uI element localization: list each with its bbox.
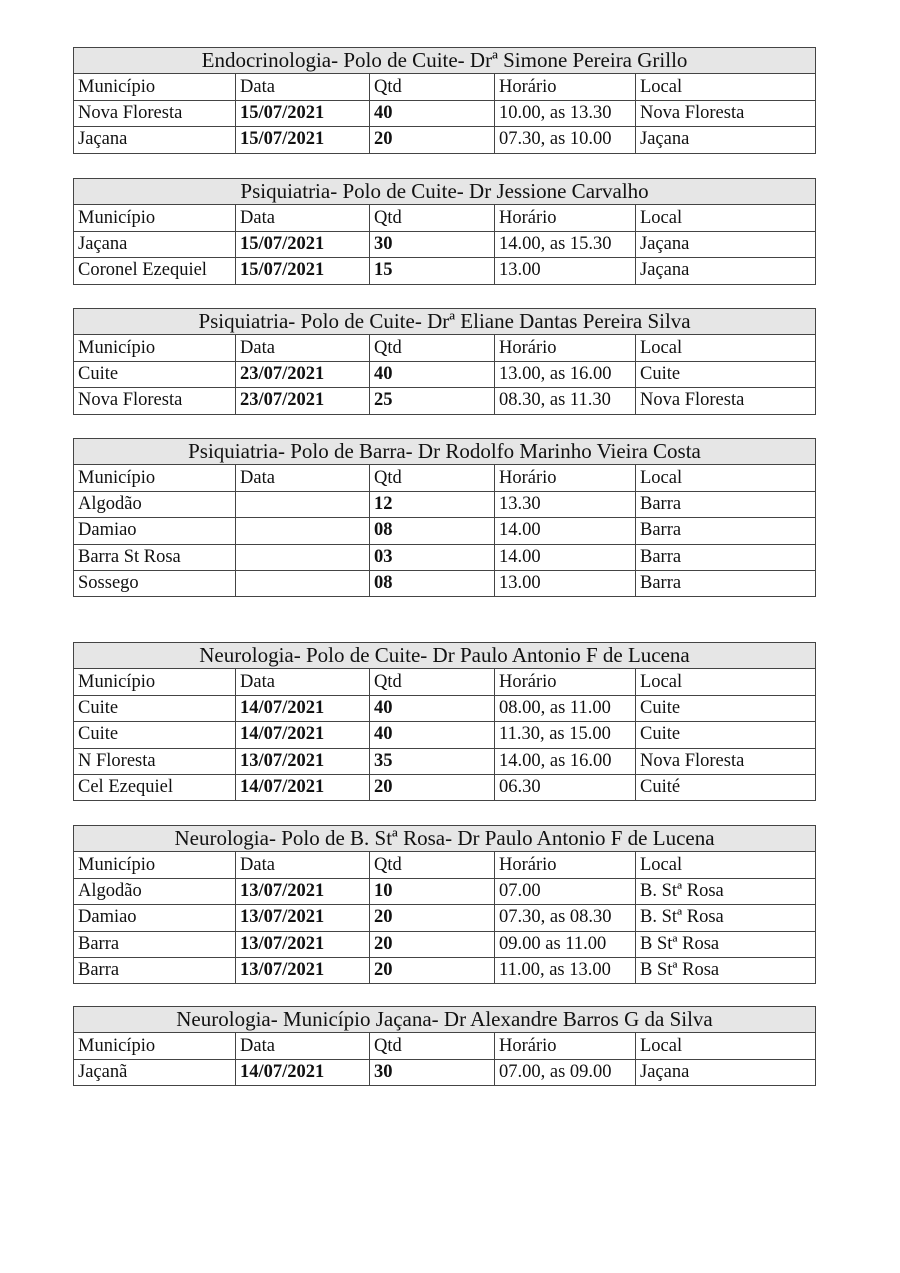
table-row — [74, 544, 816, 570]
column-header-local: Local — [636, 669, 816, 695]
column-header-horario: Horário — [495, 205, 636, 231]
schedule-table — [73, 308, 816, 415]
cell-horario: 14.00 — [495, 518, 636, 544]
table-title-row — [74, 309, 816, 335]
table-row — [74, 695, 816, 721]
cell-horario: 14.00, as 15.30 — [495, 231, 636, 257]
header-row — [74, 205, 816, 231]
schedule-table — [73, 825, 816, 984]
column-header-local: Local — [636, 74, 816, 100]
cell-data: 15/07/2021 — [236, 100, 370, 126]
table-row — [74, 361, 816, 387]
cell-data: 13/07/2021 — [236, 957, 370, 983]
cell-qtd: 25 — [370, 388, 495, 414]
column-header-qtd: Qtd — [370, 669, 495, 695]
column-header-horario: Horário — [495, 669, 636, 695]
cell-municipio: Jaçana — [74, 231, 236, 257]
table-title-row — [74, 179, 816, 205]
cell-data — [236, 518, 370, 544]
column-header-local: Local — [636, 465, 816, 491]
table-title-row — [74, 643, 816, 669]
schedule-table — [73, 47, 816, 154]
cell-local: Cuite — [636, 722, 816, 748]
cell-horario: 11.30, as 15.00 — [495, 722, 636, 748]
cell-municipio: Damiao — [74, 905, 236, 931]
table-row — [74, 957, 816, 983]
cell-data: 13/07/2021 — [236, 931, 370, 957]
column-header-qtd: Qtd — [370, 335, 495, 361]
column-header-data: Data — [236, 669, 370, 695]
column-header-data: Data — [236, 465, 370, 491]
table-title-row — [74, 439, 816, 465]
cell-qtd: 40 — [370, 100, 495, 126]
cell-data: 13/07/2021 — [236, 748, 370, 774]
cell-qtd: 03 — [370, 544, 495, 570]
table-title: Neurologia- Polo de Cuite- Dr Paulo Antonio F de Lucena — [74, 643, 816, 669]
cell-horario: 14.00 — [495, 544, 636, 570]
cell-municipio: Cuite — [74, 722, 236, 748]
cell-horario: 10.00, as 13.30 — [495, 100, 636, 126]
cell-data: 14/07/2021 — [236, 1059, 370, 1085]
cell-local: B. Stª Rosa — [636, 905, 816, 931]
column-header-data: Data — [236, 205, 370, 231]
schedule-table — [73, 178, 816, 285]
cell-qtd: 12 — [370, 491, 495, 517]
cell-local: Nova Floresta — [636, 748, 816, 774]
cell-qtd: 15 — [370, 258, 495, 284]
cell-local: Barra — [636, 544, 816, 570]
column-header-municipio: Município — [74, 1033, 236, 1059]
column-header-local: Local — [636, 1033, 816, 1059]
cell-qtd: 35 — [370, 748, 495, 774]
cell-municipio: Barra — [74, 931, 236, 957]
cell-horario: 13.00, as 16.00 — [495, 361, 636, 387]
cell-horario: 11.00, as 13.00 — [495, 957, 636, 983]
cell-municipio: Damiao — [74, 518, 236, 544]
table-title: Neurologia- Município Jaçana- Dr Alexandre Barros G da Silva — [74, 1007, 816, 1033]
column-header-local: Local — [636, 852, 816, 878]
cell-data: 23/07/2021 — [236, 361, 370, 387]
cell-horario: 07.00 — [495, 878, 636, 904]
column-header-municipio: Município — [74, 335, 236, 361]
cell-municipio: Jaçanã — [74, 1059, 236, 1085]
cell-qtd: 40 — [370, 361, 495, 387]
column-header-data: Data — [236, 1033, 370, 1059]
column-header-municipio: Município — [74, 74, 236, 100]
header-row — [74, 335, 816, 361]
table-row — [74, 258, 816, 284]
cell-local: Nova Floresta — [636, 388, 816, 414]
table-row — [74, 388, 816, 414]
table-row — [74, 491, 816, 517]
column-header-data: Data — [236, 335, 370, 361]
cell-local: Cuité — [636, 774, 816, 800]
column-header-local: Local — [636, 205, 816, 231]
table-row — [74, 931, 816, 957]
column-header-municipio: Município — [74, 205, 236, 231]
column-header-qtd: Qtd — [370, 205, 495, 231]
table-row — [74, 127, 816, 153]
header-row — [74, 465, 816, 491]
cell-qtd: 20 — [370, 931, 495, 957]
cell-local: Cuite — [636, 695, 816, 721]
table-row — [74, 774, 816, 800]
cell-municipio: Cuite — [74, 695, 236, 721]
cell-local: Barra — [636, 491, 816, 517]
cell-municipio: Barra St Rosa — [74, 544, 236, 570]
cell-qtd: 20 — [370, 905, 495, 931]
cell-qtd: 20 — [370, 774, 495, 800]
cell-data: 23/07/2021 — [236, 388, 370, 414]
table-row — [74, 748, 816, 774]
cell-local: Cuite — [636, 361, 816, 387]
cell-qtd: 20 — [370, 127, 495, 153]
cell-qtd: 20 — [370, 957, 495, 983]
cell-horario: 08.30, as 11.30 — [495, 388, 636, 414]
cell-local: Nova Floresta — [636, 100, 816, 126]
cell-municipio: Nova Floresta — [74, 100, 236, 126]
cell-horario: 07.30, as 08.30 — [495, 905, 636, 931]
column-header-qtd: Qtd — [370, 852, 495, 878]
column-header-horario: Horário — [495, 335, 636, 361]
column-header-data: Data — [236, 852, 370, 878]
cell-data: 14/07/2021 — [236, 774, 370, 800]
table-row — [74, 905, 816, 931]
cell-municipio: Cel Ezequiel — [74, 774, 236, 800]
cell-local: Jaçana — [636, 127, 816, 153]
table-title: Psiquiatria- Polo de Cuite- Dr Jessione Carvalho — [74, 179, 816, 205]
cell-data: 14/07/2021 — [236, 695, 370, 721]
cell-horario: 13.00 — [495, 570, 636, 596]
cell-qtd: 30 — [370, 1059, 495, 1085]
table-title-row — [74, 826, 816, 852]
header-row — [74, 74, 816, 100]
cell-qtd: 08 — [370, 570, 495, 596]
column-header-municipio: Município — [74, 669, 236, 695]
column-header-horario: Horário — [495, 74, 636, 100]
schedule-table — [73, 1006, 816, 1086]
cell-local: B. Stª Rosa — [636, 878, 816, 904]
cell-data: 14/07/2021 — [236, 722, 370, 748]
column-header-qtd: Qtd — [370, 1033, 495, 1059]
table-row — [74, 518, 816, 544]
cell-horario: 06.30 — [495, 774, 636, 800]
table-title-row — [74, 48, 816, 74]
cell-local: Barra — [636, 570, 816, 596]
column-header-local: Local — [636, 335, 816, 361]
header-row — [74, 669, 816, 695]
schedule-table — [73, 438, 816, 597]
column-header-qtd: Qtd — [370, 74, 495, 100]
header-row — [74, 1033, 816, 1059]
cell-municipio: Cuite — [74, 361, 236, 387]
cell-horario: 14.00, as 16.00 — [495, 748, 636, 774]
table-row — [74, 570, 816, 596]
table-title: Psiquiatria- Polo de Barra- Dr Rodolfo Marinho Vieira Costa — [74, 439, 816, 465]
cell-data: 13/07/2021 — [236, 905, 370, 931]
cell-municipio: Jaçana — [74, 127, 236, 153]
column-header-qtd: Qtd — [370, 465, 495, 491]
cell-horario: 13.30 — [495, 491, 636, 517]
cell-horario: 08.00, as 11.00 — [495, 695, 636, 721]
cell-data: 15/07/2021 — [236, 127, 370, 153]
column-header-horario: Horário — [495, 465, 636, 491]
table-row — [74, 722, 816, 748]
cell-horario: 09.00 as 11.00 — [495, 931, 636, 957]
table-row — [74, 231, 816, 257]
cell-horario: 07.00, as 09.00 — [495, 1059, 636, 1085]
cell-municipio: N Floresta — [74, 748, 236, 774]
table-title: Endocrinologia- Polo de Cuite- Drª Simone Pereira Grillo — [74, 48, 816, 74]
cell-qtd: 10 — [370, 878, 495, 904]
table-title: Psiquiatria- Polo de Cuite- Drª Eliane Dantas Pereira Silva — [74, 309, 816, 335]
cell-municipio: Barra — [74, 957, 236, 983]
cell-local: B Stª Rosa — [636, 957, 816, 983]
cell-data: 13/07/2021 — [236, 878, 370, 904]
cell-data — [236, 570, 370, 596]
cell-local: B Stª Rosa — [636, 931, 816, 957]
cell-horario: 07.30, as 10.00 — [495, 127, 636, 153]
cell-local: Barra — [636, 518, 816, 544]
cell-local: Jaçana — [636, 231, 816, 257]
cell-municipio: Nova Floresta — [74, 388, 236, 414]
cell-data: 15/07/2021 — [236, 258, 370, 284]
cell-municipio: Algodão — [74, 491, 236, 517]
cell-qtd: 40 — [370, 695, 495, 721]
table-row — [74, 878, 816, 904]
table-row — [74, 1059, 816, 1085]
column-header-horario: Horário — [495, 852, 636, 878]
cell-qtd: 30 — [370, 231, 495, 257]
cell-data — [236, 491, 370, 517]
cell-data — [236, 544, 370, 570]
cell-municipio: Algodão — [74, 878, 236, 904]
column-header-horario: Horário — [495, 1033, 636, 1059]
table-title-row — [74, 1007, 816, 1033]
header-row — [74, 852, 816, 878]
table-title: Neurologia- Polo de B. Stª Rosa- Dr Paulo Antonio F de Lucena — [74, 826, 816, 852]
cell-municipio: Coronel Ezequiel — [74, 258, 236, 284]
table-row — [74, 100, 816, 126]
column-header-municipio: Município — [74, 465, 236, 491]
cell-horario: 13.00 — [495, 258, 636, 284]
schedule-table — [73, 642, 816, 801]
cell-data: 15/07/2021 — [236, 231, 370, 257]
column-header-data: Data — [236, 74, 370, 100]
column-header-municipio: Município — [74, 852, 236, 878]
cell-municipio: Sossego — [74, 570, 236, 596]
cell-qtd: 40 — [370, 722, 495, 748]
cell-local: Jaçana — [636, 1059, 816, 1085]
cell-qtd: 08 — [370, 518, 495, 544]
cell-local: Jaçana — [636, 258, 816, 284]
